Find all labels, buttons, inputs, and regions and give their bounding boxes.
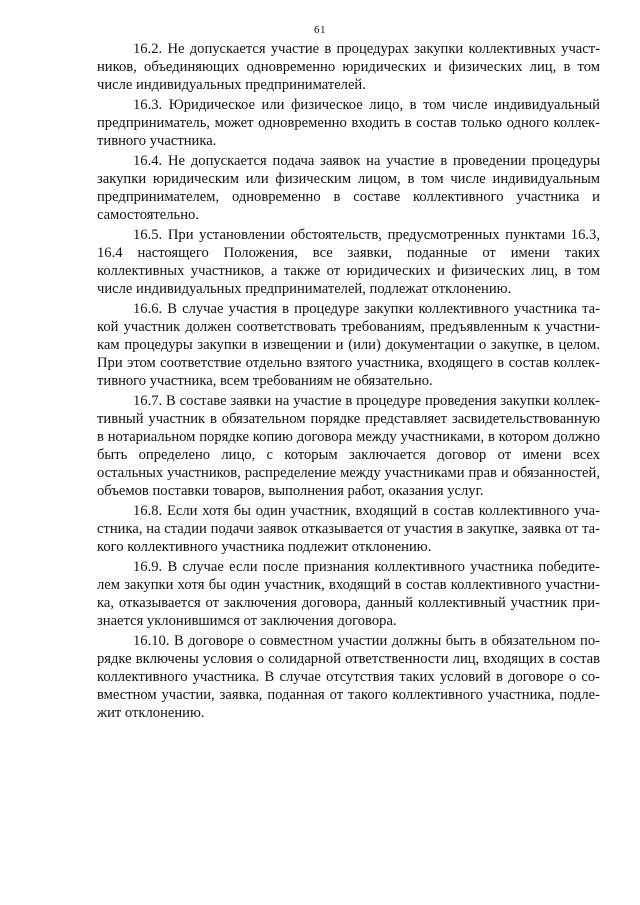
- paragraph-16-10: 16.10. В договоре о совместном участии должны быть в обязательном порядке включены условия о солидарной ответственности лиц, входящих в состав коллективного участника. В случае отсутствия таких условий в договоре о совместном участии, заявка, поданная от такого коллективного участника, подлежит отклонению.: [97, 633, 600, 721]
- paragraph-16-4: 16.4. Не допускается подача заявок на участие в проведении процедуры закупки юридическим или физическим лицом, в том числе индивидуальным предпринимателем, одновременно в составе коллективного участника и самостоятельно.: [97, 153, 600, 223]
- document-body: [97, 40, 600, 724]
- page-number: 61: [314, 24, 326, 36]
- paragraph-16-2: 16.2. Не допускается участие в процедурах закупки коллективных участников, объединяющих одновременно юридических и физических лиц, в том числе индивидуальных предпринимателей.: [97, 41, 600, 93]
- paragraph-16-3: 16.3. Юридическое или физическое лицо, в том числе индивидуальный предприниматель, может одновременно входить в состав только одного коллективного участника.: [97, 97, 600, 149]
- paragraph-16-5: 16.5. При установлении обстоятельств, предусмотренных пунктами 16.3, 16.4 настоящего Положения, все заявки, поданные от имени таких коллективных участников, а также от юридических и физических лиц, в том числе индивидуальных предпринимателей, подлежат отклонению.: [97, 227, 600, 297]
- paragraph-16-6: 16.6. В случае участия в процедуре закупки коллективного участника такой участник должен соответствовать требованиям, предъявленным к участникам процедуры закупки в извещении и (или) документации о закупке, в целом. При этом соответствие отдельно взятого участника, входящего в состав коллективного участника, всем требованиям не обязательно.: [97, 301, 600, 389]
- paragraph-16-7: 16.7. В составе заявки на участие в процедуре проведения закупки коллективный участник в обязательном порядке представляет засвидетельствованную в нотариальном порядке копию договора между участниками, в котором должно быть определено лицо, с которым заключается договор от имени всех остальных участников, распределение между участниками прав и обязанностей, объемов поставки товаров, выполнения работ, оказания услуг.: [97, 393, 600, 499]
- paragraph-16-8: 16.8. Если хотя бы один участник, входящий в состав коллективного участника, на стадии подачи заявок отказывается от участия в закупке, заявка от такого коллективного участника подлежит отклонению.: [97, 503, 600, 555]
- paragraph-16-9: 16.9. В случае если после признания коллективного участника победителем закупки хотя бы один участник, входящий в состав коллективного участника, отказывается от заключения договора, данный коллективный участник признается уклонившимся от заключения договора.: [97, 559, 600, 629]
